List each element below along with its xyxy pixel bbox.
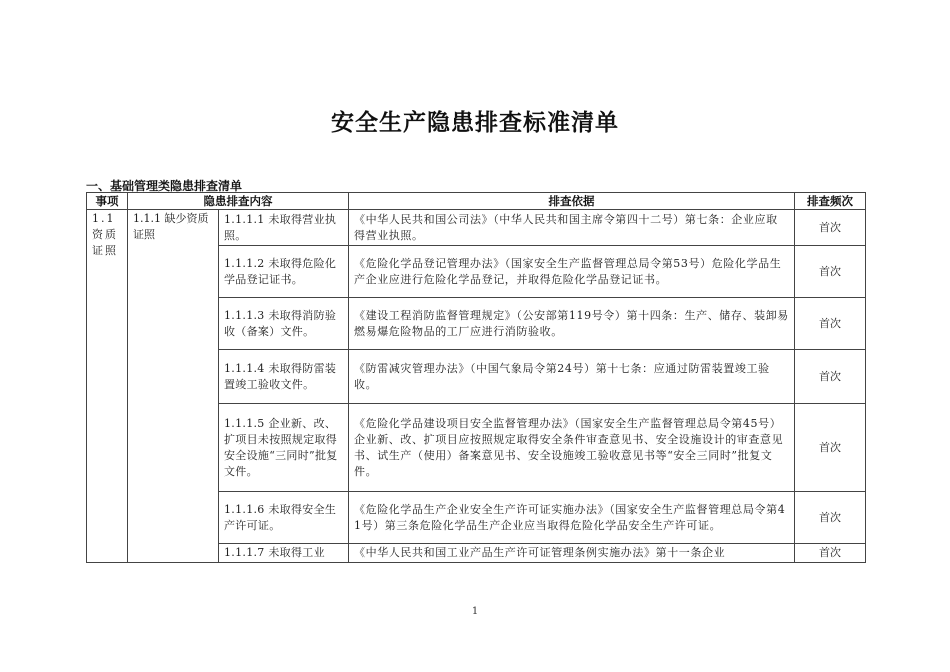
- category-cell: 1.1 资质证照: [87, 210, 128, 563]
- header-basis: 排查依据: [349, 193, 795, 210]
- header-content: 隐患排查内容: [128, 193, 349, 210]
- item-cell: 1.1.1.3 未取得消防验收（备案）文件。: [219, 298, 349, 350]
- frequency-cell: 首次: [795, 298, 866, 350]
- item-cell: 1.1.1.7 未取得工业: [219, 544, 349, 563]
- frequency-cell: 首次: [795, 210, 866, 246]
- hazard-checklist-table: [86, 192, 866, 563]
- table-row: [87, 210, 866, 246]
- basis-cell: 《建设工程消防监督管理规定》（公安部第119号令）第十四条：生产、储存、装卸易燃易爆危险物品的工厂应进行消防验收。: [349, 298, 795, 350]
- item-cell: 1.1.1.5 企业新、改、扩项目未按照规定取得安全设施“三同时”批复文件。: [219, 404, 349, 492]
- document-title: 安全生产隐患排查标准清单: [331, 110, 619, 136]
- header-matter: 事项: [87, 193, 128, 210]
- page-number: 1: [471, 606, 479, 617]
- frequency-cell: 首次: [795, 350, 866, 404]
- item-cell: 1.1.1.2 未取得危险化学品登记证书。: [219, 246, 349, 298]
- section-title: 一、基础管理类隐患排查清单: [86, 179, 243, 193]
- frequency-cell: 首次: [795, 544, 866, 563]
- table-header-row: [87, 193, 866, 210]
- subcategory-cell: 1.1.1 缺少资质证照: [128, 210, 219, 563]
- frequency-cell: 首次: [795, 246, 866, 298]
- basis-cell: 《危险化学品建设项目安全监督管理办法》（国家安全生产监督管理总局令第45号）企业新、改、扩项目应按照规定取得安全条件审查意见书、安全设施设计的审查意见书、试生产（使用）备案意见书、安全设施竣工验收意见书等“安全三同时”批复文件。: [349, 404, 795, 492]
- frequency-cell: 首次: [795, 404, 866, 492]
- basis-cell: 《防雷减灾管理办法》（中国气象局令第24号）第十七条：应通过防雷装置竣工验收。: [349, 350, 795, 404]
- item-cell: 1.1.1.4 未取得防雷装置竣工验收文件。: [219, 350, 349, 404]
- item-cell: 1.1.1.1 未取得营业执照。: [219, 210, 349, 246]
- basis-cell: 《中华人民共和国工业产品生产许可证管理条例实施办法》第十一条企业: [349, 544, 795, 563]
- basis-cell: 《危险化学品生产企业安全生产许可证实施办法》（国家安全生产监督管理总局令第41号）第三条危险化学品生产企业应当取得危险化学品安全生产许可证。: [349, 492, 795, 544]
- basis-cell: 《危险化学品登记管理办法》（国家安全生产监督管理总局令第53号）危险化学品生产企业应进行危险化学品登记，并取得危险化学品登记证书。: [349, 246, 795, 298]
- header-frequency: 排查频次: [795, 193, 866, 210]
- item-cell: 1.1.1.6 未取得安全生产许可证。: [219, 492, 349, 544]
- frequency-cell: 首次: [795, 492, 866, 544]
- basis-cell: 《中华人民共和国公司法》（中华人民共和国主席令第四十二号）第七条：企业应取得营业执照。: [349, 210, 795, 246]
